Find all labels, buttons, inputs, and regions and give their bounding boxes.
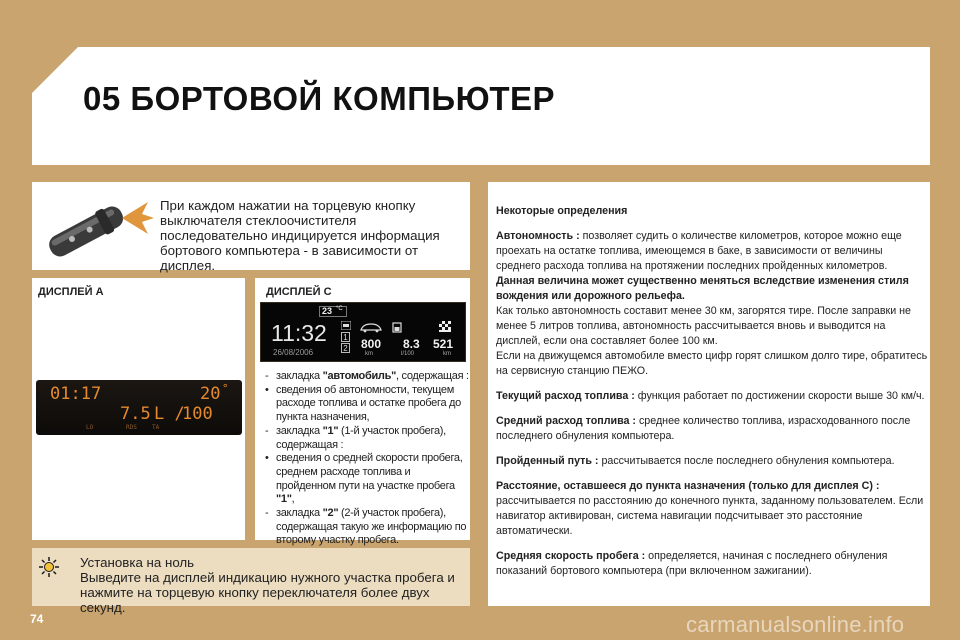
definition-range-warning: Данная величина может существенно меняться вследствие изменения стиля вождения или дорожного рельефа. [496,275,909,302]
lcd-a-temp: 20 [200,384,221,404]
definition-remaining: Расстояние, оставшееся до пункта назначения (только для дисплея С) : рассчитывается по расстоянию до конечного пункта, заданному пользователем. Если навигатор активирован, система навигации подсчитывает это расстояние автоматически. [496,480,924,537]
definitions [496,204,928,579]
lcd-c-range-unit: km [365,351,373,357]
reset-text [80,555,466,615]
page-title: 05 БОРТОВОЙ КОМПЬЮТЕР [83,80,556,117]
list-item: - закладка "2" (2-й участок пробега), содержащая такую же информацию по второму участку пробега. [265,507,467,547]
lcd-a-temp-unit: ° [222,382,229,395]
definition-current-consumption: Текущий расход топлива : функция работает по достижении скорости выше 30 км/ч. [496,390,925,402]
lcd-a-time: 01:17 [50,384,102,404]
car-fuel-icon [359,321,407,333]
display-a-label: ДИСПЛЕЙ А [38,286,104,298]
definition-range-note-2: Если на движущемся автомобиле вместо цифр горят слишком долго тире, обратитесь на сервисную станцию ПЕЖО. [496,350,928,377]
lcd-c-consumption-unit: l/100 [401,351,415,357]
page-number: 74 [30,612,44,626]
sun-tip-icon [38,556,60,578]
lcd-a-consumption: 7.5 [120,404,151,424]
lcd-c-temp-unit: °C [336,306,343,312]
definition-range: Автономность : позволяет судить о количестве километров, которое можно еще проехать на остатке топлива, имеющемся в баке, в зависимости от величины среднего расхода топлива на протяжении последних пройденных километров. [496,230,902,272]
lcd-a-unit: L / [154,404,185,424]
lcd-c-distance: 521 [433,337,454,351]
definition-average-consumption: Средний расход топлива : среднее количество топлива, израсходованного после последнего обнуления компьютера. [496,415,911,442]
wiper-stalk-icon [44,196,156,264]
lcd-c-temp: 23 [322,306,333,316]
definition-average-speed: Средняя скорость пробега : определяется, начиная с последнего обнуления показаний бортового компьютера (при включенном зажигании). [496,550,888,577]
intro-text: При каждом нажатии на торцевую кнопку выключателя стеклоочистителя последовательно индицируется информация бортового компьютера - в зависимости от дисплея. [160,198,440,273]
list-item: - закладка "автомобиль", содержащая : [265,370,469,382]
arrow-icon [122,202,154,234]
lcd-c-time: 11:32 [271,320,327,346]
tab-2: 2 [341,343,350,353]
reset-title: Установка на ноль [80,555,195,570]
list-item: • сведения о средней скорости пробега, среднем расходе топлива и пройденном пути на участке пробега "1", [265,452,463,506]
definition-range-note-1: Как только автономность составит менее 30 км, загорятся тире. После заправки не менее 5 литров топлива, автономность рассчитывается вновь и выводится на дисплей, если она составляет более 100 км. [496,305,911,347]
list-item: • сведения об автономности, текущем расходе топлива и остатке пробега до пункта назначения, [265,383,461,424]
display-c-description [265,370,470,548]
tab-1: 1 [341,332,350,342]
lcd-a-label-lo: LO [86,424,94,431]
lcd-c-distance-unit: km [443,351,451,357]
display-c-label: ДИСПЛЕЙ С [266,286,332,298]
definitions-heading: Некоторые определения [496,205,628,217]
lcd-a-label-ta: TA [152,424,160,431]
display-a-screen [36,380,242,435]
definition-distance: Пройденный путь : рассчитывается после последнего обнуления компьютера. [496,455,895,467]
watermark: carmanualsonline.info [686,612,905,637]
lcd-a-per: 100 [182,404,213,424]
reset-body: Выведите на дисплей индикацию нужного участка пробега и нажмите на торцевую кнопку переключателя более двух секунд. [80,570,455,615]
lcd-a-label-rds: RDS [126,424,137,431]
lcd-c-consumption: 8.3 [403,337,420,351]
lcd-c-range: 800 [361,337,382,351]
lcd-c-date: 26/08/2006 [273,348,314,357]
car-tab-icon [341,321,351,330]
checkered-flag-icon [439,321,451,332]
list-item: - закладка "1" (1-й участок пробега), содержащая : [265,424,446,451]
display-c-screen [260,302,466,362]
